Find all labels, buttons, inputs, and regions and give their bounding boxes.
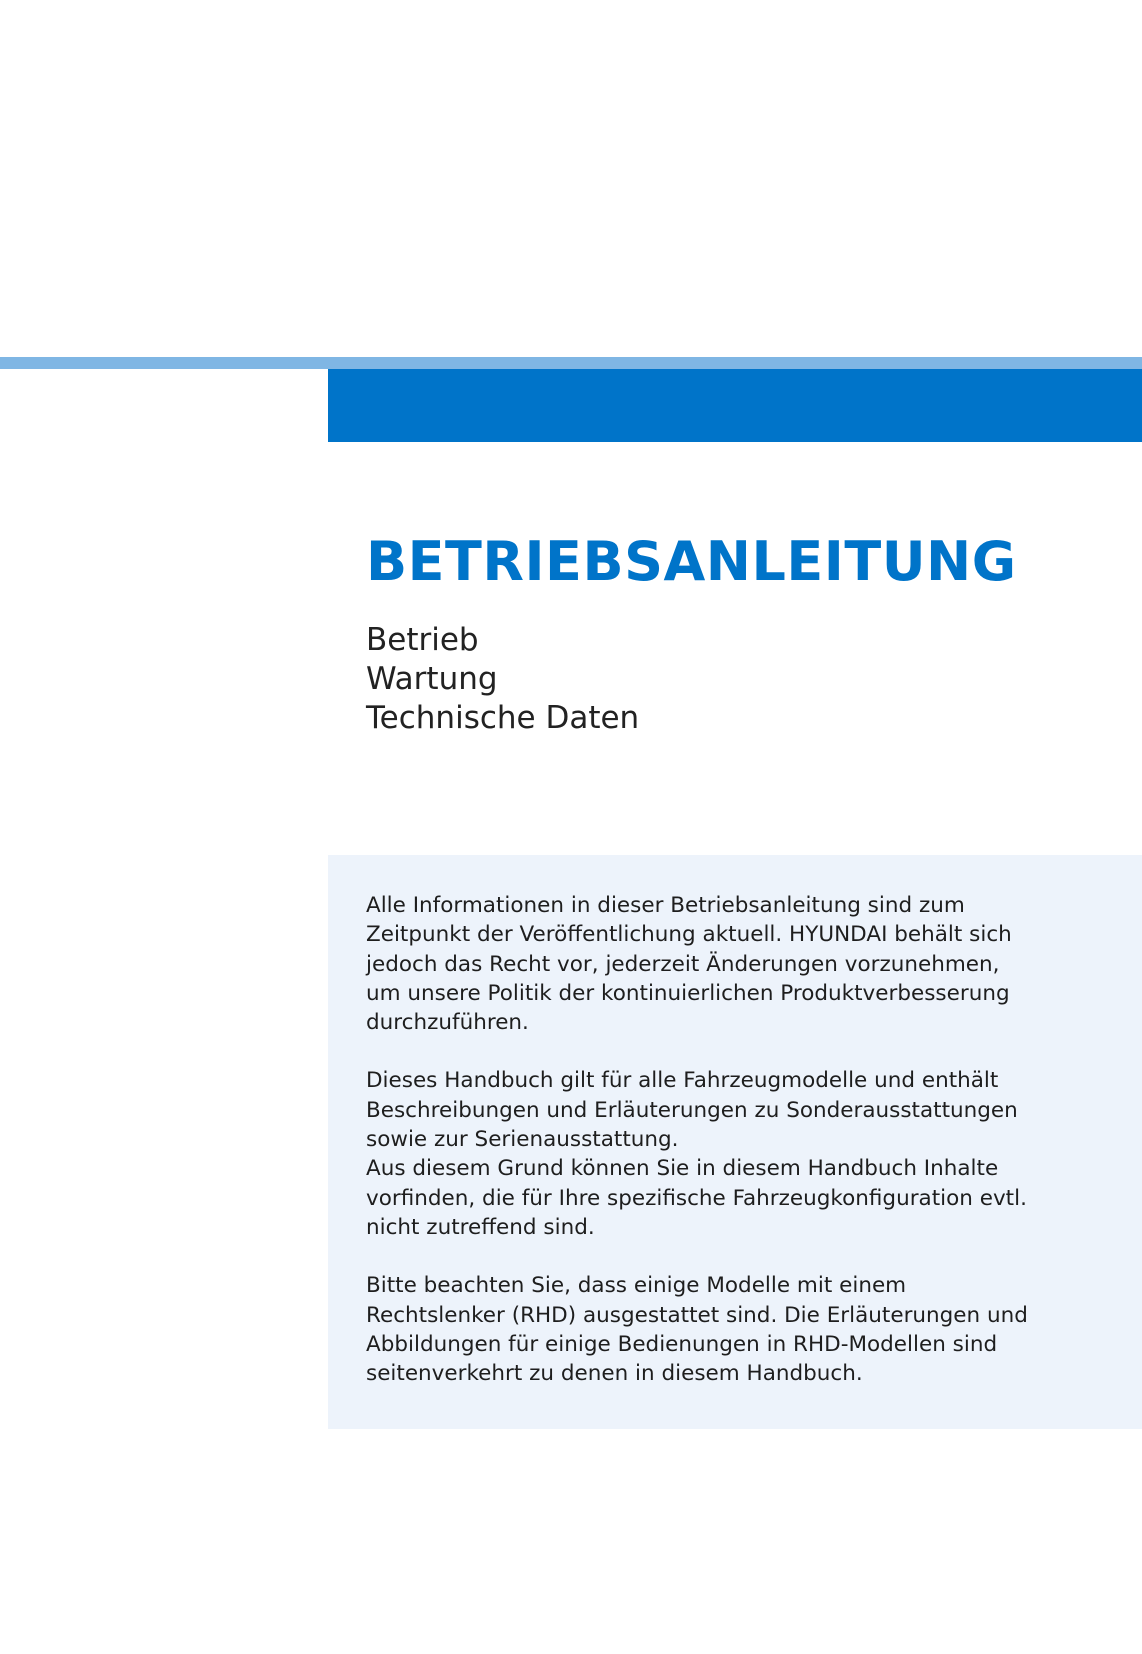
notice-paragraph-configuration: Aus diesem Grund können Sie in diesem Handbuch Inhalte vorfinden, die für Ihre spezifische Fahrzeugkonfiguration evtl. nicht zutreffend sind. [366,1156,1027,1240]
notice-paragraph-rhd: Bitte beachten Sie, dass einige Modelle mit einem Rechtslenker (RHD) ausgestattet sind. Die Erläuterungen und Abbildungen für einige Bedienungen in RHD-Modellen sind seitenverkehrt zu denen in diesem Handbuch. [366,1273,1028,1387]
notice-text [366,891,1086,1388]
notice-paragraph-scope: Dieses Handbuch gilt für alle Fahrzeugmodelle und enthält Beschreibungen und Erläuterungen zu Sonderausstattungen sowie zur Serienausstattung. [366,1068,1018,1153]
notice-paragraph-currency: Alle Informationen in dieser Betriebsanleitung sind zum Zeitpunkt der Veröffentlichung aktuell. HYUNDAI behält sich jedoch das Recht vor, jederzeit Änderungen vorzunehmen, um unsere Politik der kontinuierlichen Produktverbesserung durchzuführen. [366,893,1012,1036]
header-stripe [0,357,1142,369]
subtitle-item-betrieb: Betrieb [366,622,479,658]
page-title: BETRIEBSANLEITUNG [366,530,1017,593]
subtitle-item-wartung: Wartung [366,661,498,697]
header-band [328,369,1142,442]
subtitle-list [366,621,639,738]
notice-box [328,855,1142,1429]
subtitle-item-technische-daten: Technische Daten [366,700,640,736]
